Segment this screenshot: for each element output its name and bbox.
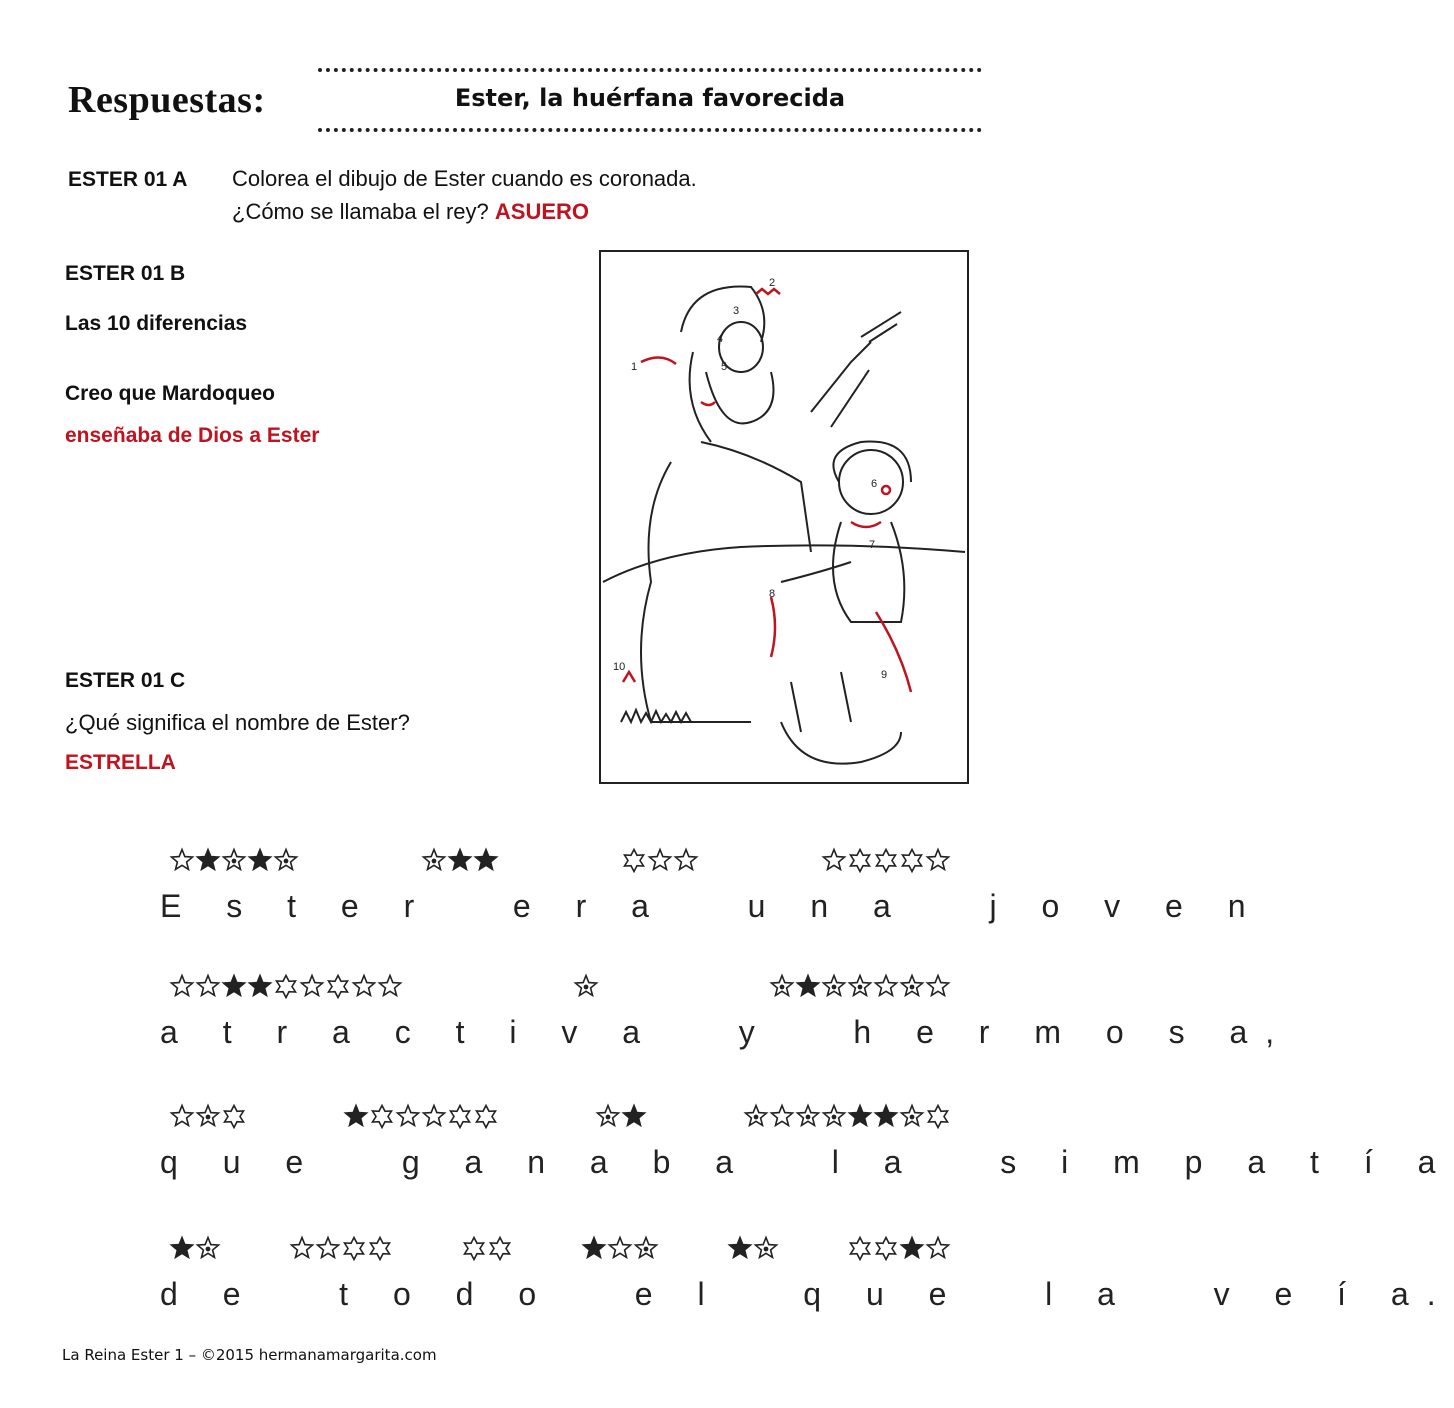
code-star-icon [352, 974, 376, 998]
code-star-icon [290, 1236, 314, 1260]
star-word [848, 1236, 950, 1260]
code-star-icon [744, 1104, 768, 1128]
code-star-icon [378, 974, 402, 998]
star-word [290, 1236, 392, 1260]
code-star-icon [170, 1104, 194, 1128]
code-star-icon [622, 1104, 646, 1128]
code-star-icon [448, 1104, 472, 1128]
code-star-icon [674, 848, 698, 872]
code-star-icon [582, 1236, 606, 1260]
code-star-icon [900, 848, 924, 872]
code-star-icon [648, 848, 672, 872]
star-code-row-1 [170, 848, 950, 872]
diff-number-6: 6 [871, 478, 878, 490]
worksheet-title: Ester, la huérfana favorecida [454, 84, 846, 112]
answers-heading: Respuestas: [68, 79, 266, 121]
code-star-icon [634, 1236, 658, 1260]
code-star-icon [248, 974, 272, 998]
diff-number-3: 3 [733, 305, 740, 317]
star-code-row-4 [170, 1236, 950, 1260]
code-star-icon [900, 1104, 924, 1128]
code-star-icon [822, 1104, 846, 1128]
section-b-code: ESTER 01 B [65, 262, 186, 285]
code-star-icon [462, 1236, 486, 1260]
code-star-icon [222, 974, 246, 998]
code-star-icon [474, 1104, 498, 1128]
code-star-icon [900, 974, 924, 998]
star-word [770, 974, 950, 998]
code-star-icon [196, 974, 220, 998]
star-word [462, 1236, 512, 1260]
code-star-icon [300, 974, 324, 998]
diff-number-7: 7 [869, 539, 876, 551]
code-star-icon [170, 848, 194, 872]
code-star-icon [874, 848, 898, 872]
illustration-frame [599, 250, 969, 784]
code-star-icon [248, 848, 272, 872]
star-word [744, 1104, 950, 1128]
diff-number-5: 5 [721, 361, 728, 373]
section-a-instruction: Colorea el dibujo de Ester cuando es coronada. [232, 166, 697, 191]
code-star-icon [796, 1104, 820, 1128]
mardoqueo-ester-illustration [601, 252, 967, 782]
code-star-icon [926, 1236, 950, 1260]
footer-credit: La Reina Ester 1 – ©2015 hermanamargarita.com [62, 1346, 437, 1364]
decoded-line-2: a t r a c t i v a y h e r m o s a, [160, 1014, 1293, 1050]
section-a-question-text: ¿Cómo se llamaba el rey? [232, 199, 489, 224]
section-b-answer: enseñaba de Dios a Ester [65, 424, 320, 447]
star-word [582, 1236, 658, 1260]
code-star-icon [396, 1104, 420, 1128]
star-word [170, 974, 402, 998]
star-word [574, 974, 598, 998]
section-c-question: ¿Qué significa el nombre de Ester? [65, 710, 410, 735]
code-star-icon [770, 974, 794, 998]
star-code-row-3 [170, 1104, 950, 1128]
star-word [344, 1104, 498, 1128]
star-word [170, 1104, 246, 1128]
diff-number-8: 8 [769, 588, 776, 600]
code-star-icon [608, 1236, 632, 1260]
code-star-icon [196, 1104, 220, 1128]
code-star-icon [848, 1236, 872, 1260]
code-star-icon [326, 974, 350, 998]
code-star-icon [900, 1236, 924, 1260]
code-star-icon [274, 974, 298, 998]
code-star-icon [754, 1236, 778, 1260]
code-star-icon [770, 1104, 794, 1128]
code-star-icon [926, 1104, 950, 1128]
code-star-icon [796, 974, 820, 998]
code-star-icon [822, 848, 846, 872]
diff-number-10: 10 [613, 661, 626, 673]
code-star-icon [448, 848, 472, 872]
code-star-icon [848, 848, 872, 872]
star-word [596, 1104, 646, 1128]
code-star-icon [222, 1104, 246, 1128]
code-star-icon [474, 848, 498, 872]
code-star-icon [422, 1104, 446, 1128]
code-star-icon [822, 974, 846, 998]
code-star-icon [196, 1236, 220, 1260]
dotted-rule-bottom [318, 128, 982, 132]
dotted-rule-top [318, 68, 982, 72]
code-star-icon [596, 1104, 620, 1128]
code-star-icon [728, 1236, 752, 1260]
code-star-icon [848, 1104, 872, 1128]
code-star-icon [848, 974, 872, 998]
decoded-line-4: d e t o d o e l q u e l a v e í a. [160, 1276, 1454, 1312]
diff-number-4: 4 [717, 333, 724, 345]
code-star-icon [874, 1104, 898, 1128]
code-star-icon [488, 1236, 512, 1260]
section-a-question [232, 199, 589, 225]
decoded-line-1: E s t e r e r a u n a j o v e n [160, 888, 1264, 924]
code-star-icon [222, 848, 246, 872]
star-word [170, 848, 298, 872]
code-star-icon [422, 848, 446, 872]
star-word [622, 848, 698, 872]
section-b-prompt: Creo que Mardoqueo [65, 382, 276, 405]
code-star-icon [622, 848, 646, 872]
code-star-icon [926, 974, 950, 998]
code-star-icon [874, 974, 898, 998]
decoded-line-3: q u e g a n a b a l a s i m p a t í a [160, 1144, 1454, 1180]
code-star-icon [316, 1236, 340, 1260]
section-c-answer: ESTRELLA [65, 751, 176, 774]
code-star-icon [370, 1104, 394, 1128]
code-star-icon [196, 848, 220, 872]
code-star-icon [170, 974, 194, 998]
diff-number-9: 9 [881, 669, 888, 681]
code-star-icon [274, 848, 298, 872]
section-a-code: ESTER 01 A [68, 168, 188, 191]
diff-number-1: 1 [631, 361, 638, 373]
star-code-row-2 [170, 974, 950, 998]
star-word [728, 1236, 778, 1260]
code-star-icon [368, 1236, 392, 1260]
code-star-icon [926, 848, 950, 872]
star-word [422, 848, 498, 872]
code-star-icon [344, 1104, 368, 1128]
code-star-icon [342, 1236, 366, 1260]
section-b-task: Las 10 diferencias [65, 312, 248, 335]
code-star-icon [874, 1236, 898, 1260]
star-word [170, 1236, 220, 1260]
code-star-icon [170, 1236, 194, 1260]
star-word [822, 848, 950, 872]
code-star-icon [574, 974, 598, 998]
section-a-answer: ASUERO [494, 199, 590, 224]
section-c-code: ESTER 01 C [65, 669, 186, 692]
diff-number-2: 2 [769, 277, 776, 289]
